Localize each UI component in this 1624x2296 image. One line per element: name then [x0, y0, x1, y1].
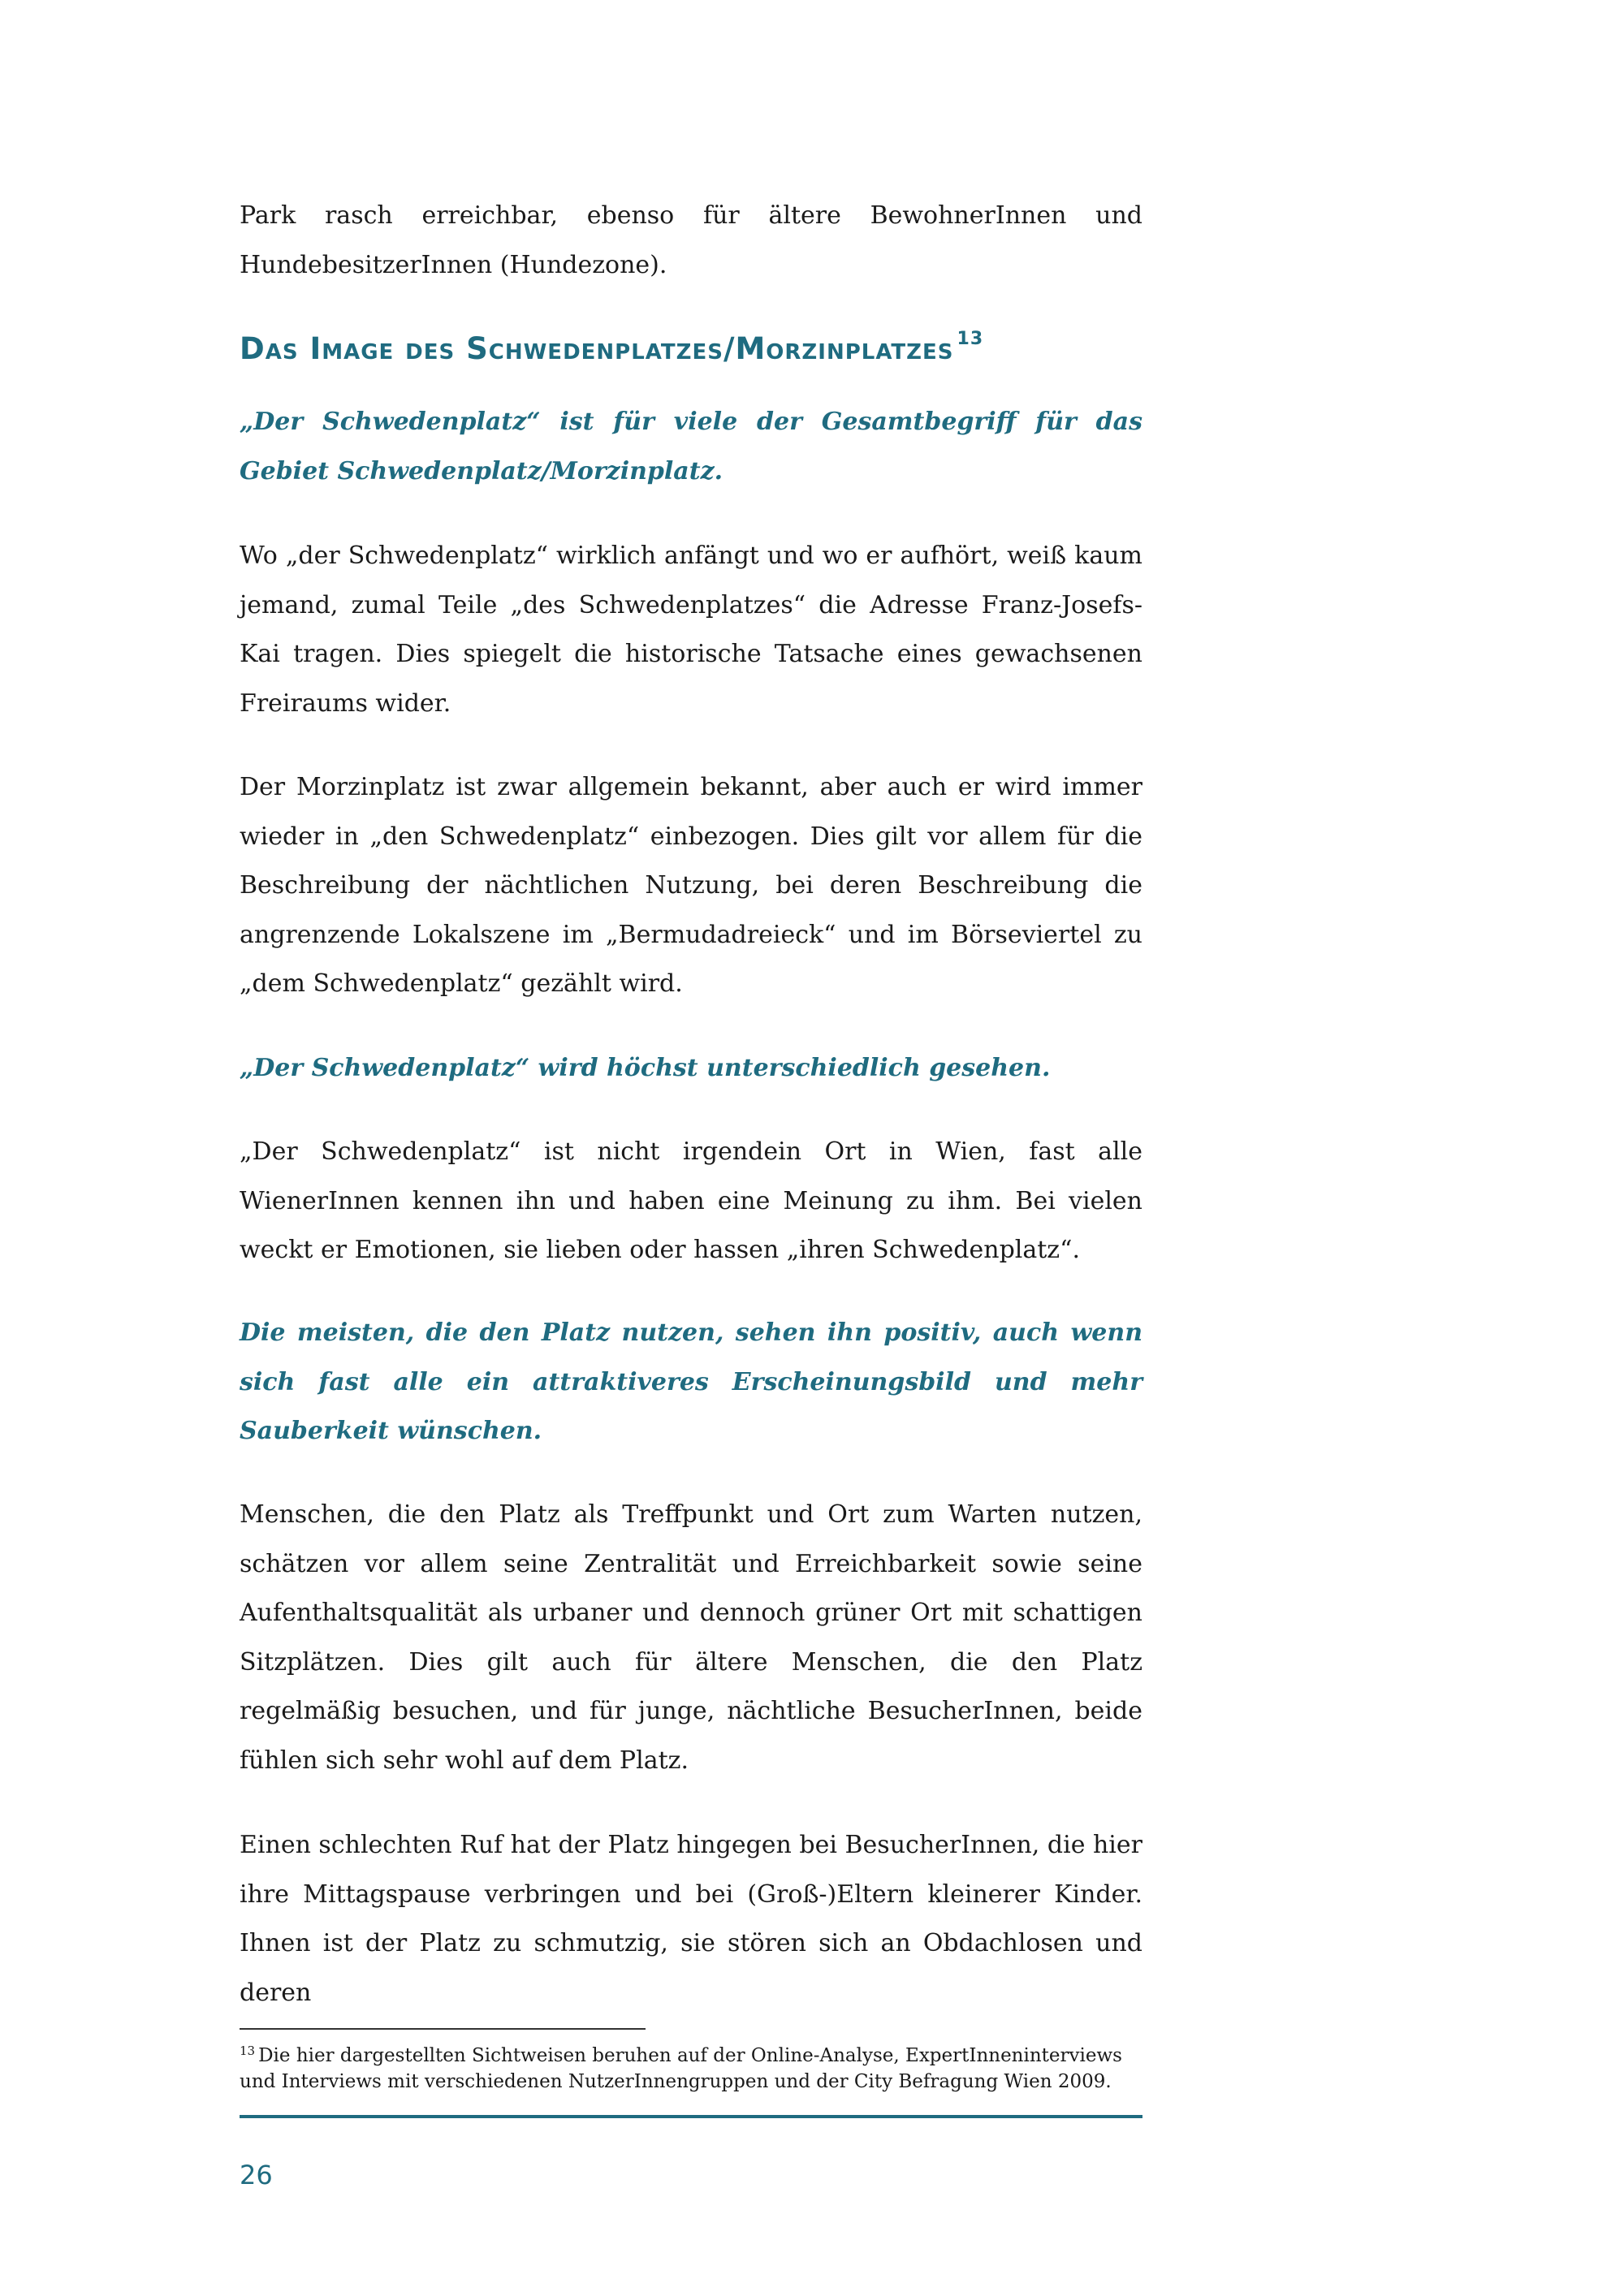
- footnote-number: 13: [240, 2044, 256, 2058]
- paragraph-location: Wo „der Schwedenplatz“ wirklich anfängt und wo er aufhört, weiß kaum jemand, zumal Teile „des Schwedenplatzes“ die Adresse Franz-Josefs-Kai tragen. Dies spiegelt die historische Tatsache eines gewachsenen Freiraums wider.: [240, 542, 1142, 718]
- highlight-statement-3: Die meisten, die den Platz nutzen, sehen ihn positiv, auch wenn sich fast alle ein attraktiveres Erscheinungsbild und mehr Sauberkeit wünschen.: [240, 1318, 1142, 1445]
- highlight-statement-2: „Der Schwedenplatz“ wird höchst unterschiedlich gesehen.: [240, 1054, 1051, 1082]
- paragraph-users-positive: Menschen, die den Platz als Treffpunkt und Ort zum Warten nutzen, schätzen vor allem seine Zentralität und Erreichbarkeit sowie seine Aufenthaltsqualität als urbaner und dennoch grüner Ort mit schattigen Sitzplätzen. Dies gilt auch für ältere Menschen, die den Platz regelmäßig besuchen, und für junge, nächtliche BesucherInnen, beide fühlen sich sehr wohl auf dem Platz.: [240, 1500, 1142, 1775]
- paragraph-intro: Park rasch erreichbar, ebenso für ältere BewohnerInnen und HundebesitzerInnen (Hundezone).: [240, 201, 1142, 279]
- section-heading-text: Das Image des Schwedenplatzes/Morzinplatzes: [240, 331, 954, 366]
- paragraph-perception: „Der Schwedenplatz“ ist nicht irgendein Ort in Wien, fast alle WienerInnen kennen ihn und haben eine Meinung zu ihm. Bei vielen weckt er Emotionen, sie lieben oder hassen „ihren Schwedenplatz“.: [240, 1137, 1142, 1264]
- section-heading: [240, 329, 1142, 366]
- page-number: 26: [240, 2160, 273, 2190]
- footnote: [240, 2038, 1142, 2095]
- highlight-statement-1: „Der Schwedenplatz“ ist für viele der Gesamtbegriff für das Gebiet Schwedenplatz/Morzinplatz.: [240, 408, 1142, 486]
- footnote-reference[interactable]: 13: [957, 329, 984, 349]
- paragraph-morzinplatz: Der Morzinplatz ist zwar allgemein bekannt, aber auch er wird immer wieder in „den Schwedenplatz“ einbezogen. Dies gilt vor allem für die Beschreibung der nächtlichen Nutzung, bei deren Beschreibung die angrenzende Lokalszene im „Bermudadreieck“ und im Börseviertel zu „dem Schwedenplatz“ gezählt wird.: [240, 773, 1142, 998]
- footer-rule: [240, 2115, 1142, 2118]
- footnote-text: Die hier dargestellten Sichtweisen beruhen auf der Online-Analyse, ExpertInneninterviews und Interviews mit verschiedenen NutzerInnengruppen und der City Befragung Wien 2009.: [240, 2045, 1122, 2092]
- paragraph-users-negative: Einen schlechten Ruf hat der Platz hingegen bei BesucherInnen, die hier ihre Mittagspause verbringen und bei (Groß-)Eltern kleinerer Kinder. Ihnen ist der Platz zu schmutzig, sie stören sich an Obdachlosen und deren: [240, 1831, 1142, 2007]
- footnote-separator: [240, 2028, 646, 2030]
